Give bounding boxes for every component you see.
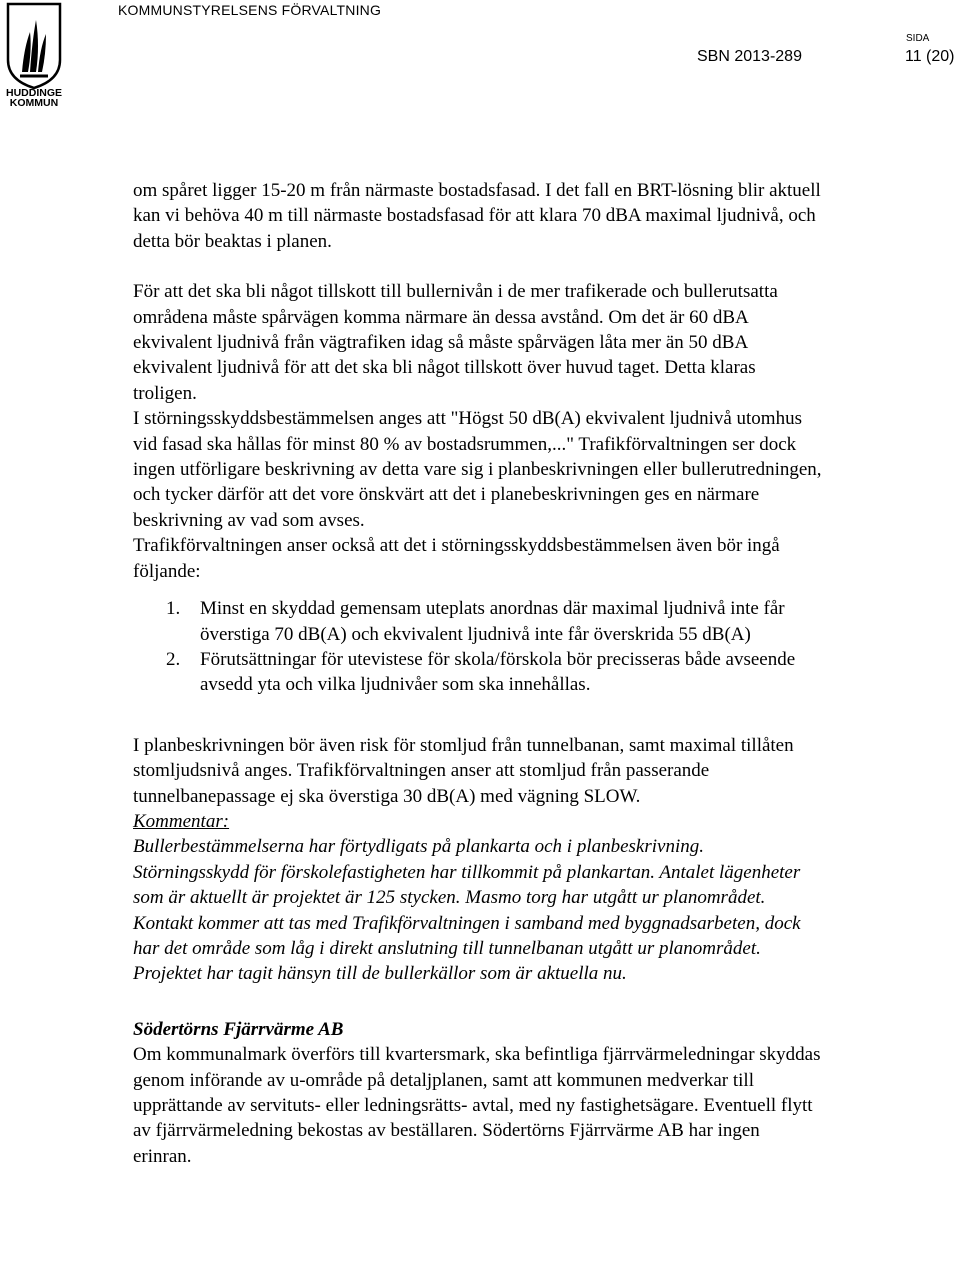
paragraph: om spåret ligger 15-20 m från närmaste bostadsfasad. I det fall en BRT-lösning blir aktuell kan vi behöva 40 m till närmaste bostadsfasad för att klara 70 dBA maximal ljudnivå, och detta bör beaktas i planen. (133, 180, 821, 252)
paragraph: Trafikförvaltningen anser också att det i störningsskyddsbestämmelsen även bör ingå följande: (133, 535, 780, 582)
logo-line-1: HUDDINGE (5, 87, 63, 99)
list-number: 2. (166, 648, 181, 670)
section-heading: Södertörns Fjärrvärme AB (133, 1018, 344, 1040)
list-number: 1. (166, 598, 181, 620)
paragraph: I störningsskyddsbestämmelsen anges att "Högst 50 dB(A) ekvivalent ljudnivå utomhus vid fasad ska hållas för minst 80 % av bostadsrummen,..." Trafikförvaltningen ser dock ingen utförligare beskrivning av detta vare sig i planbeskrivningen eller bullerutredningen, och tycker därför att det vore önskvärt att det i planebeskrivningen ges en närmare beskrivning av vad som avses. (133, 408, 822, 531)
requirements-list (133, 596, 823, 698)
comment-text: Bullerbestämmelserna har förtydligats på plankarta och i planbeskrivning. Störningsskydd för förskolefastigheten har tillkommit på plankartan. Antalet lägenheter som är aktuellt är projektet är 125 stycken. Masmo torg har utgått ur planområdet. Kontakt kommer att tas med Trafikförvaltningen i samband med byggnadsarbeten, dock har det område som låg i direkt anslutning till tunnelbanan utgått ur planområdet. Projektet har tagit hänsyn till de bullerkällor som är aktuella nu. (133, 836, 801, 985)
list-text: Förutsättningar för utevistese för skola/förskola bör precisseras både avseende avsedd yta och vilka ljudnivåer som ska innehållas. (200, 648, 796, 696)
list-text: Minst en skyddad gemensam uteplats anordnas där maximal ljudnivå inte får överstiga 70 dB(A) och ekvivalent ljudnivå inte får överskrida 55 dB(A) (200, 598, 785, 645)
paragraph: Om kommunalmark överförs till kvartersmark, ska befintliga fjärrvärmeledningar skyddas genom införande av u-område på detaljplanen, samt att kommunen medverkar till upprättande av servituts- eller ledningsrätts- avtal, med ny fastighetsägare. Eventuell flytt av fjärrvärmeledning bekostas av beställaren. Södertörns Fjärrvärme AB har ingen erinran. (133, 1044, 821, 1167)
coat-of-arms-icon (2, 2, 66, 106)
comment-label: Kommentar: (133, 810, 230, 832)
huddinge-kommun-logo (2, 2, 66, 106)
list-item (133, 596, 823, 647)
list-item (133, 647, 823, 698)
document-body (133, 178, 823, 1169)
logo-line-2: KOMMUN (9, 97, 59, 106)
document-number: SBN 2013-289 (697, 48, 802, 65)
paragraph: I planbeskrivningen bör även risk för stomljud från tunnelbanan, samt maximal tillåten stomljudsnivå anges. Trafikförvaltningen anser att stomljud från passerande tunnelbanepassage ej ska överstiga 30 dB(A) med vägning SLOW. (133, 734, 794, 807)
page-number: 11 (20) (905, 48, 955, 65)
paragraph: För att det ska bli något tillskott till bullernivån i de mer trafikerade och bullerutsatta områdena måste spårvägen komma närmare än dessa avstånd. Om det är 60 dBA ekvivalent ljudnivå från vägtrafiken idag så måste spårvägen låta mer än 50 dBA ekvivalent ljudnivå för att det ska bli något tillskott över huvud taget. Detta klaras troligen. (133, 281, 778, 404)
organization-name: KOMMUNSTYRELSENS FÖRVALTNING (118, 2, 382, 18)
page-label: SIDA (906, 33, 930, 44)
